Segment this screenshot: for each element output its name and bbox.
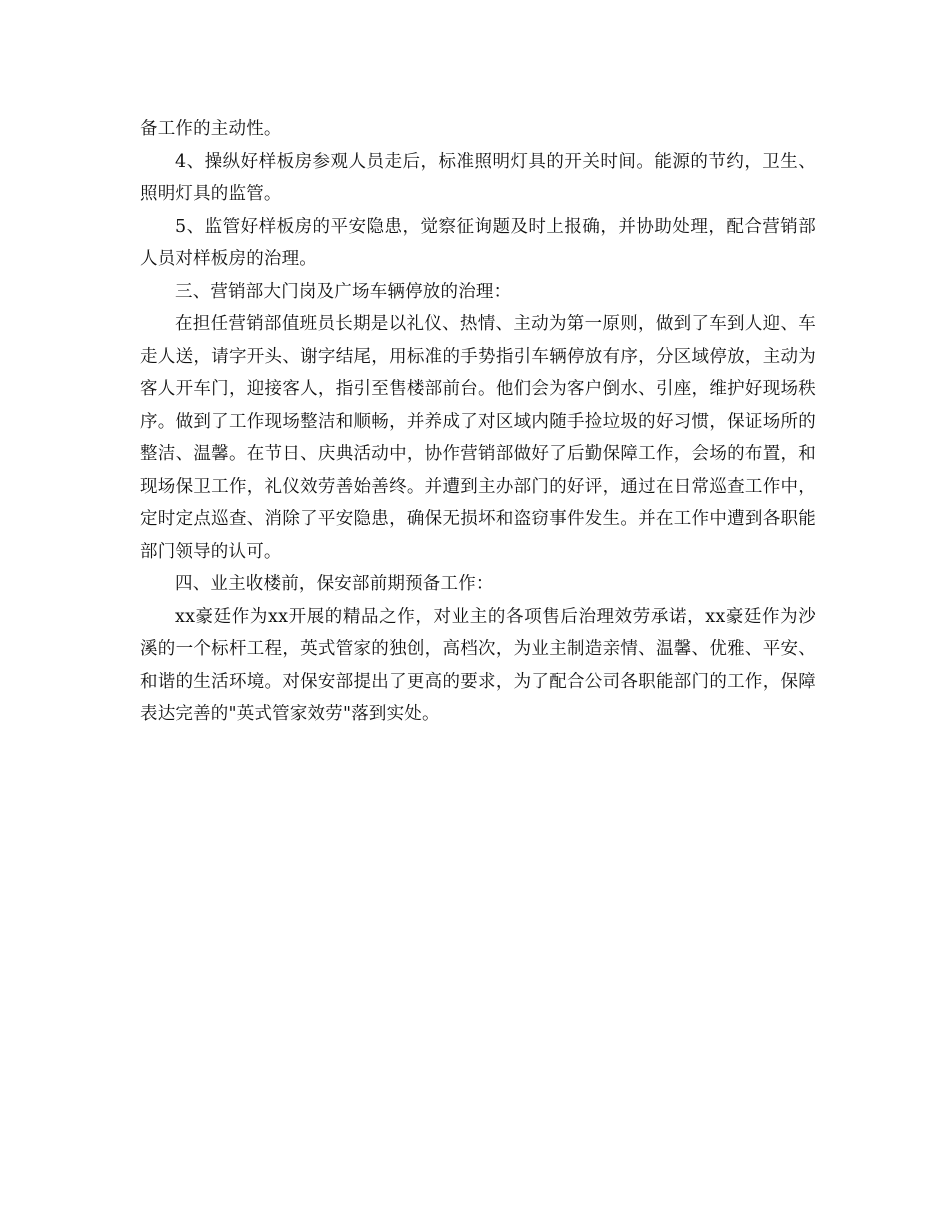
section-heading-3: 三、营销部大门岗及广场车辆停放的治理： — [175, 281, 512, 302]
document-body — [140, 113, 816, 731]
paragraph-section-4-body: xx豪廷作为xx开展的精品之作，对业主的各项售后治理效劳承诺，xx豪廷作为沙溪的一个标杆工程，英式管家的独创，高档次，为业主制造亲情、温馨、优雅、平安、和谐的生活环境。对保安部提出了更高的要求，为了配合公司各职能部门的工作，保障表达完善的"英式管家效劳"落到实处。 — [140, 606, 816, 724]
paragraph-continuation: 备工作的主动性。 — [140, 119, 282, 139]
paragraph-item-5: 5、监管好样板房的平安隐患，觉察征询题及时上报确，并协助处理，配合营销部人员对样板房的治理。 — [140, 216, 816, 269]
paragraph-item-4: 4、操纵好样板房参观人员走后，标准照明灯具的开关时间。能源的节约，卫生、照明灯具的监管。 — [140, 151, 816, 204]
section-heading-4: 四、业主收楼前，保安部前期预备工作： — [175, 574, 494, 594]
paragraph-section-3-body: 在担任营销部值班员长期是以礼仪、热情、主动为第一原则，做到了车到人迎、车走人送，请字开头、谢字结尾，用标准的手势指引车辆停放有序，分区域停放，主动为客人开车门，迎接客人，指引至售楼部前台。他们会为客户倒水、引座，维护好现场秩序。做到了工作现场整洁和顺畅，并养成了对区域内随手捡垃圾的好习惯，保证场所的整洁、温馨。在节日、庆典活动中，协作营销部做好了后勤保障工作，会场的布置，和现场保卫工作，礼仪效劳善始善终。并遭到主办部门的好评，通过在日常巡查工作中，定时定点巡查、消除了平安隐患，确保无损坏和盗窃事件发生。并在工作中遭到各职能部门领导的认可。 — [140, 314, 816, 562]
